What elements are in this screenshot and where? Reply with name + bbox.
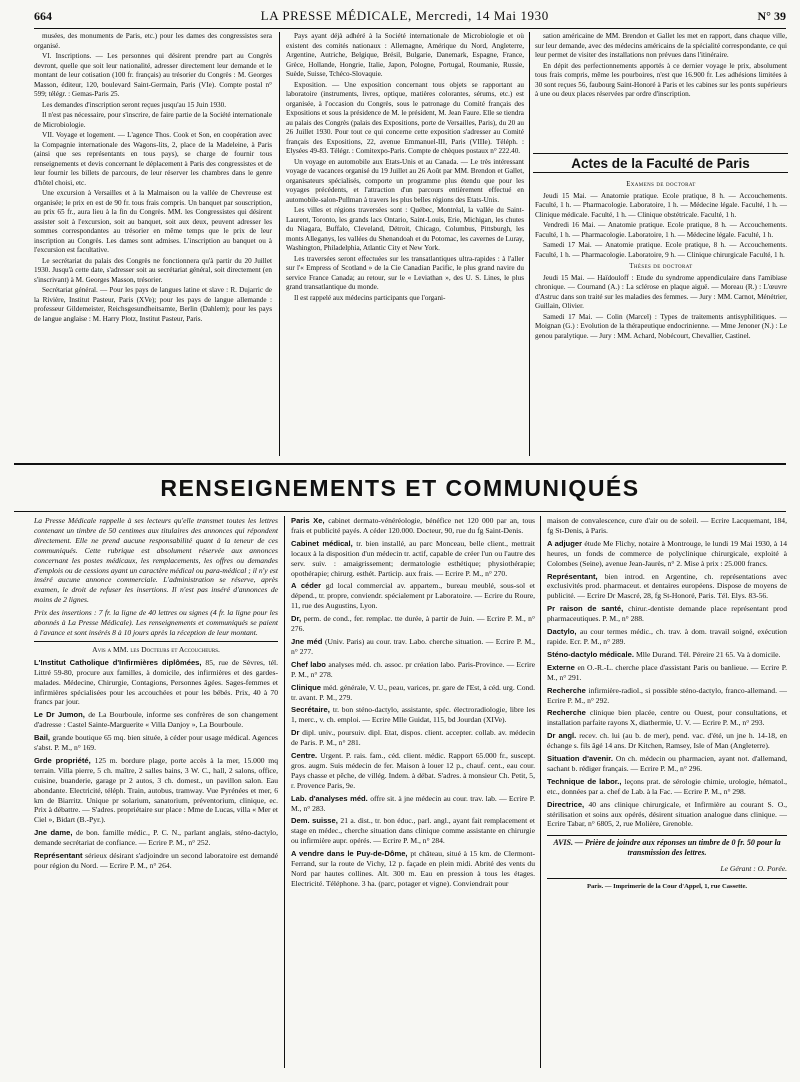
top-column-2 [286,32,524,452]
classified-ad [547,686,787,706]
ad-text: offre sit. à jne médecin au cour. trav. lab. — Ecrire P. M., n° 283. [291,793,535,813]
avis-text: — Prière de joindre aux réponses un timbre de 0 fr. 50 pour la transmission des lettres. [574,838,781,858]
actes-title: Actes de la Faculté de Paris [571,156,750,171]
ad-heading: Bail, [34,733,53,743]
classified-ad [34,710,278,730]
classified-ad [34,658,278,708]
classified-ad [291,794,535,814]
ad-heading: Sténo-dactylo médicale. [547,649,637,659]
ad-text: étude Me Flichy, notaire à Montrouge, le lundi 19 Mai 1930, à 14 heures, un fonds de commerce de polyclinique chirurgicale, exploité à Colombes (Seine), avenue Jean-Jaurès, n° 2. Mise à prix : 25.000 francs. [547,538,787,568]
classified-ad [547,800,787,830]
paragraph: Un voyage en automobile aux Etats-Unis et au Canada. — Le très intéressant voyage de vacances organisé du 19 Juillet au 26 Août par MM. Brendon et Gallet, organisateurs spécialisés, comporte un programme plus étendu que pour les voyages précédents, et l'attraction d'un parcours entièrement effectué en automobile-salon-Pullman à travers les plus belles régions des Etats-Unis. [286,157,524,204]
ad-text: (Univ. Paris) au cour. trav. Labo. cherche situation. — Ecrire P. M., n° 277. [291,636,535,656]
classified-ad [291,816,535,846]
ad-heading: Secrétaire, [291,705,333,715]
lower-column-3 [547,516,787,1070]
list-item: Vendredi 16 Mai. — Anatomie pratique. Ecole pratique, 8 h. — Accouchements. Faculté, 1 h. — Pharmacologie. Laboratoire, 1 h. — Médecine légale. Faculté, 1 h. [535,221,787,239]
ad-heading: Dem. suisse, [291,816,341,826]
list-item: Samedi 17 Mai. — Colin (Marcel) : Types de traitements antisyphilitiques. — Moignan (G.) : Evolution de la thérapeutique endocrinienne. — Mme Jenoner (N.) : Le genou paralytique. — Jury : MM. Achard, Nobécourt, Chevallier, Castinel. [535,312,787,340]
ad-text: 125 m. bordure plage, porte accès à la mer, 15.000 mq terrain. Villa pierre, 5 ch. maître, 2 salles bains, 3 W. C., hall, 2 salons, office, cuisine, buanderie, garage pr 2 autos, 3 ch. domest., un pavillon salon. Eau abondante. Electricité, téléph. Train, autobus, tramway. Vue Pyrénées et mer, 6 km de Biarritz. Unique pr solarium, sanatorium, préventorium, clinique, ec. Prix à débattre. — S'adres. propriétaire sur place : Mme de Lucas, villa « Mer et Ciel », Bidart (B.-Pyr.). [34,755,278,825]
classified-ad [291,516,535,536]
avis-heading: Avis a MM. les Docteurs et Accoucheurs. [34,641,278,655]
page-header [34,4,786,29]
paragraph: VII. Voyage et logement. — L'agence Thos. Cook et Son, en coopération avec la Compagnie internationale des Wagons-lits, 2, place de la Madeleine, à Paris (ainsi que ses représentants en tous pays), se charge de fournir tous renseignements et devis concernant le déplacement à Paris des congressistes et de leur fournir les billets de parcours, de leur réserver les chambres dans le genre d'hôtel choisi, etc. [34,131,272,187]
classified-ad [547,754,787,774]
classified-ad [291,637,535,657]
ad-text: méd. générale, V. U., peau, varices, pr. gare de l'Est, à céd. urg. Cond. tr. avant. P. M., 279. [291,682,535,702]
ad-heading: Grde propriété, [34,755,95,765]
classified-ad [291,581,535,611]
ad-text: cabinet dermato-vénéréologie, bénéfice net 120 000 par an, tous frais et publicité payés. A céder 120.000. Docteur, 90, rue du fg Saint-Denis. [291,516,535,535]
list-item: Samedi 17 Mai. — Anatomie pratique. Ecole pratique, 8 h. — Accouchements. Faculté, 1 h. — Pharmacologie. Laboratoire, 9 h. — Clinique chirurgicale Faculté, 1 h. [535,241,787,259]
ad-heading: L'Institut Catholique d'Infirmières diplômées, [34,657,206,667]
classified-ad [547,627,787,647]
classified-ad [34,851,278,871]
list-item: Jeudi 15 Mai. — Haïdouloff : Etude du syndrome appendiculaire dans l'amibiase chronique. — Cournand (A.) : La sclérose en plaque aiguë. — Moreau (R.) : L'œuvre d'Astruc dans son traité sur les maladies des femmes. — Jury : MM. Carnot, Ménétrier, Guillain, Olivier. [535,273,787,310]
ad-text: Urgent. P. rais. fam., céd. client. médic. Rapport 65.000 fr., suscept. gros. augm. Suis médecin de fer. Maison à louer 12 p., chauf. cent., eau cour. Pays chasse et pêche, de villég. Indem. à débat. S'adres. à monsieur Ch. Petit, 5, r. Provence Paris, 9e. [291,751,535,790]
ad-text: bien introd. en Argentine, ch. représentations avec exclusivités prod. pharmaceut. et dentaires européens. Dispose de moyens de publicité. — Ecrire Dr Mascré, 28, fg St-Honoré, Paris. Tél. Elys. 83-56. [547,571,787,601]
gerant-line: Le Gérant : O. Porée. [720,864,787,874]
column-divider [279,32,280,456]
classified-ad [547,663,787,683]
actes-content [535,178,787,456]
ad-text: de bon. famille médic., P. C. N., parlant anglais, sténo-dactylo, demande secrétariat de confiance. — Ecrire P. M., n° 252. [34,828,278,848]
ad-text: recev. ch. lui (au b. de mer), pend. vac. d'été, un jne h. 14-18, en échange s. fils âgé 14 ans. Dr Kitchen, Ramsey, Isle of Man (Angleterre). [547,731,787,751]
paragraph: sation américaine de MM. Brendon et Gallet les met en rapport, dans chaque ville, sur leur demande, avec des médecins américains de la spécialité correspondante, ce qui leur permet de visiter des installations non prévues dans l'itinéraire. [535,32,787,59]
ad-text: 85, rue de Sèvres, tél. Littré 59-80, procure aux familles, à domicile, des infirmières et des gardes-malades. Médecine, Chirurgie, Contagions, Personnes âgées. Sages-femmes et infirmières spécialisées pour les accouchées et pour les bébés. Prix, 40 à 70 francs par jour. [34,657,278,707]
intro-text: La Presse Médicale rappelle à ses lecteurs qu'elle transmet toutes les lettres contenant un timbre de 50 centimes aux titulaires des annonces qui répondent directement. Elle ne prend aucune responsabilité quant à la teneur de ces communiqués. Cette rubrique est absolument réservée aux annonces concernant les postes médicaux, les remplacements, les offres ou demandes d'emplois ou de cessions ayant un caractère médical ou para-médical ; il n'y est inséré aucune annonce commerciale. L'administration se réserve, après examen, le droit de refuser les insertions. Il n'est pas inséré d'annonces de moins de 2 lignes. [34,516,278,605]
classified-ad [291,683,535,703]
lower-column-1 [34,516,278,1070]
paragraph: Les villes et régions traversées sont : Québec, Montréal, la vallée du Saint-Laurent, Toronto, les grands lacs Ontario, Saint-Louis, Erie, Michigan, les chutes du Niagara, Buffalo, Cleveland, Détroit, Chicago, Columbus, Pittsburgh, les monts Alleganys, les vallées du Shenandoah et du Potomac, les cavernes de Luray, Washington, Philadelphia, Atlantic City et New York. [286,206,524,252]
ad-heading: Recherche [547,685,589,695]
ad-text: en O.-R.-L. cherche place d'assistant Paris ou banlieue. — Ecrire P. M., n° 291. [547,662,787,682]
ad-heading: Directrice, [547,799,589,809]
ad-text: clinique bien placée, centre ou Ouest, pour consultations, et installation parfaite rayons X, diathermie, U. V. — Ecrire P. M., n° 293. [547,708,787,728]
avis-label: AVIS. [553,838,573,848]
ad-text: analyses méd. ch. assoc. pr création labo. Paris-Province. — Ecrire P. M., n° 278. [291,659,535,679]
ad-text: tr. bien installé, au parc Monceau, belle client., mettrait locaux à la disposition d'un médecin tr. actif, capable de créer l'un ou l'autre des serv. suiv. : amaigrissement; dermatologie esthétique; physiothérapie; opothérapie; chirurg. esthét. Particip. aux frais. — Ecrire P. M., n° 270. [291,538,535,578]
ads-list-3 [547,516,787,829]
theses-heading: Thèses de doctorat [629,263,693,270]
column-divider [284,516,285,1068]
classified-ad [547,650,787,660]
ad-heading: Représentant [34,851,86,861]
classified-ad [547,731,787,751]
avis-final [547,835,787,858]
ad-heading: Externe [547,662,578,672]
ad-text: leçons prat. de sérologie chimie, urologie, hématol., etc., données par a. chef de Lab. à la Fac. — Ecrire P. M., n° 298. [547,776,787,796]
paragraph: Le secrétariat du palais des Congrès ne fonctionnera qu'à partir du 20 Juillet 1930. Jusqu'à cette date, s'adresser soit au secrétariat général, soit directement (en s'inscrivant) à M. Georges Masson, trésorier. [34,256,272,284]
ad-heading: Clinique [291,682,324,692]
ad-heading: Le Dr Jumon, [34,710,89,720]
theses-list [535,274,787,342]
ad-text: tr. bon sténo-dactylo, assistante, spéc. électroradiologie, libre les 1, merc., v. ch. emploi. — Ecrire Mlle Guidat, 115, bd Jourdan (XIVe). [291,705,535,725]
ad-heading: Recherche [547,708,590,718]
ad-heading: Cabinet médical, [291,538,357,548]
ad-heading: Lab. d'analyses méd. [291,793,371,803]
classified-ad [34,733,278,753]
ad-heading: Technique de labor., [547,776,625,786]
ad-heading: Dr [291,728,303,738]
issue-number: N° 39 [757,8,786,23]
ad-heading: Dactylo, [547,627,580,637]
column-divider [529,32,530,456]
ad-heading: Paris Xe, [291,516,329,525]
ad-text: grande boutique 65 mq. bien située, à céder pour usage médical. Agences s'abst. P. M., n° 169. [34,733,278,753]
classified-ad [34,756,278,825]
intro-prices: Prix des insertions : 7 fr. la ligne de 40 lettres ou signes (4 fr. la ligne pour les abonnés à La Presse Médicale). Les renseignements et communiqués se paient à l'avance et sont insérés 8 à 10 jours après la réception de leur montant. [34,608,278,637]
classified-ad [547,604,787,624]
ad-text: 21 a. dist., tr. bon éduc., parl. angl., ayant fait remplacement et stage en médec., cherche situation dans clinique comme assistante en chirurgie ou infirmière aupr. opérés. — Ecrire P. M., n° 284. [291,816,535,846]
lower-column-2 [291,516,535,1070]
ad-text: 40 ans clinique chirurgicale, et Infirmière au courant S. O., stérilisation et soins aux opérés, désirent situation analogue dans clinique. — Ecrire Tabar, n° 6805, 2, rue Molière, Grenoble. [547,799,787,829]
classified-ad [291,660,535,680]
classified-ad [291,849,535,889]
classified-ad [547,777,787,797]
paragraph: musées, des monuments de Paris, etc.) pour les dames des congressistes sera organisé. [34,32,272,50]
paragraph: Exposition. — Une exposition concernant tous objets se rapportant au laboratoire (instruments, livres, optique, matières colorantes, sérums, etc.) est organisée, à l'occasion du Congrès, sous le patronage du Comité français des Expositions et sous la présidence de M. le président, M. Jean Faure. Elle se tiendra au palais des Congrès (palais des Expositions, porte de Versailles, Paris), du 20 au 26 Juillet 1930. Pour tout ce qui concerne cette exposition s'adresser au Comité français des Expositions, 22, avenue Emmanuel-III, Paris (VIIIe). Téléph. : Elysées 49-83. Télégr. : Comitexpo-Paris. Compte de chèques postaux n° 222.40. [286,80,524,155]
ad-text: de La Bourboule, informe ses confrères de son changement d'adresse : Castel Sainte-Marguerite « Villa Danjoy », La Bourboule. [34,710,278,730]
paragraph: Secrétariat général. — Pour les pays de langues latine et slave : R. Dujarric de la Rivière, Institut Pasteur, Paris (XVe); pour les pays de langue allemande : professeur Gildemeister, Reichsgesundheitsamte, Berlin (Dahlem); pour les pays de langue anglaise : M. Harry Plotz, Institut Pasteur, Paris. [34,286,272,323]
journal-title: LA PRESSE MÉDICALE, Mercredi, 14 Mai 1930 [260,8,549,23]
ad-heading: A vendre dans le Puy-de-Dôme, [291,849,411,859]
ad-heading: Représentant, [547,571,605,581]
ads-list-1 [34,658,278,871]
ad-text: pt château, situé à 15 km. de Clermont-Ferrand, sur la route de Vichy, 12 p. façade en plein midi. Abrité des vents du Nord par hautes collines. Alt. 300 m. Eau en pression à tous les étages. Electricité. Téléphone. 3 ha. (parc, potager et vigne). Conviendrait pour [291,849,535,888]
ad-heading: Dr angl. [547,731,580,741]
examens-heading: Examens de doctorat [626,181,696,188]
ad-heading: Jne méd [291,636,325,646]
section-title: RENSEIGNEMENTS ET COMMUNIQUÉS [14,463,786,512]
ad-text: maison de convalescence, cure d'air ou de soleil. — Ecrire Lacquemant, 184, fg St-Denis, à Paris. [547,516,787,535]
classified-ad [291,614,535,634]
classified-ad [291,539,535,579]
classified-ad [547,516,787,536]
classified-ad [547,708,787,728]
ad-text: On ch. médecin ou pharmacien, ayant not. d'allemand, sachant b. rédiger français. — Ecrire P. M., n° 296. [547,754,787,773]
list-item: Jeudi 15 Mai. — Anatomie pratique. Ecole pratique, 8 h. — Accouchements. Faculté, 1 h. — Pharmacologie. Laboratoire, 1 h. — Médecine légale. Faculté, 1 h. — Clinique médicale. Faculté, 1 h. — Clinique obstétricale. Faculté, 1 h. [535,191,787,219]
ad-text: perm. de cond., fer. remplac. tte durée, à partir de Juin. — Ecrire P. M., n° 276. [291,614,535,634]
ad-heading: Situation d'avenir. [547,754,616,764]
ad-text: gd local commercial av. appartem., bureau meublé, sous-sol et dépend., tr. propre, conviendr. spécialement pr Laboratoire. — Ecrire du Roure, 11, rue des Augustins, Lyon. [291,581,535,611]
examens-list [535,192,787,261]
ad-heading: A adjuger [547,538,585,548]
top-column-1 [34,32,272,452]
ad-heading: Chef labo [291,659,329,669]
paragraph: Il est rappelé aux médecins participants que l'organi- [294,293,446,302]
paragraph: Une excursion à Versailles et à la Malmaison ou la vallée de Chevreuse est organisée; le prix en est de 90 fr. tous frais compris. Un banquet par souscription, au prix 65 fr., aura lieu à la fin du Congrès. MM. les Congressistes qui désirent assister soit à l'excursion, soit au banquet, soit aux deux, peuvent adresser les sommes correspondantes au trésorier en même temps que le prix de leur inscription au Congrès. Les dames sont admises. L'inscription au banquet ou à l'excursion est facultative. [34,189,272,254]
ad-heading: Dr, [291,614,304,624]
classified-ad [291,728,535,748]
paragraph: Les demandes d'inscription seront reçues jusqu'au 15 Juin 1930. [42,100,227,109]
ad-heading: Centre. [291,751,321,761]
paragraph: Il n'est pas nécessaire, pour s'inscrire, de faire partie de la Société internationale de Microbiologie. [34,111,272,129]
ad-heading: Jne dame, [34,828,76,838]
column-divider [540,516,541,1068]
ad-text: au cour termes médic., ch. trav. à dom. travail soigné, exécution rapide. Ecr. P. M., n° 289. [547,627,787,646]
paragraph: VI. Inscriptions. — Les personnes qui désirent prendre part au Congrès devront, quelle que soit leur nationalité, adresser directement leur demande et le montant de leur cotisation (100 fr. français) au trésorier du Congrès : M. Georges Masson, éditeur, 120, boulevard Saint-Germain, Paris (VIe). Compte postal n° 599; télégr. : Gemas-Paris 25. [34,52,272,98]
ad-heading: A céder [291,581,326,591]
paragraph: Pays ayant déjà adhéré à la Société internationale de Microbiologie et où existent des comités nationaux : Allemagne, Amérique du Nord, Angleterre, Argentine, Autriche, Belgique, Brésil, Bulgarie, Danemark, Espagne, France, Grèce, Hollande, Hongrie, Italie, Japon, Pologne, Portugal, Roumanie, Russie, Suède, Suisse, Tchéco-Slovaquie. [286,32,524,78]
classified-ad [547,539,787,569]
ad-heading: Pr raison de santé, [547,604,629,614]
ad-text: infirmière-radiol., si possible sténo-dactylo, franco-allemand. — Ecrire P. M., n° 292. [547,685,787,705]
paragraph: En dépit des perfectionnements apportés à ce dernier voyage le prix, absolument tous frais compris, même les pourboires, n'est que 16.900 fr. Les adhésions limitées à 30 sont reçues 56, faubourg Saint-Honoré à Paris et les cabines sur les ponts supérieurs à une ou deux places réservées par ordre d'inscription. [535,61,787,98]
page-number: 664 [34,8,52,23]
ad-text: Mlle Durand. Tél. Péreire 21 65. Va à domicile. [636,649,781,659]
paragraph: Les traversées seront effectuées sur les transatlantiques ultra-rapides : à l'aller sur l'« Empress of Scotland » de la Cie Canadian Pacific, le plus grand navire du service France Canada; au retour, sur le « Leviathan », des U. S. Lines, le plus grand transatlantique du monde. [286,254,524,291]
ad-text: sérieux désirant s'adjoindre un second laboratoire est demandé pour région du Nord. — Ecrire P. M., n° 264. [34,851,278,870]
printer-line: Paris. — Imprimerie de la Cour d'Appel, 1, rue Cassette. [547,878,787,892]
ad-text: chirur.-dentiste demande place représentant prod pharmaceutiques. P. M., n° 288. [547,604,787,624]
classified-ad [291,705,535,725]
classified-ad [291,751,535,791]
classified-ad [34,828,278,848]
classified-ad [547,572,787,602]
ad-text: dipl. univ., poursuiv. dipl. Etat, dispos. client. accepter. collab. av. médecin de Paris. P. M., n° 281. [291,728,535,748]
top-column-3 [535,32,787,150]
